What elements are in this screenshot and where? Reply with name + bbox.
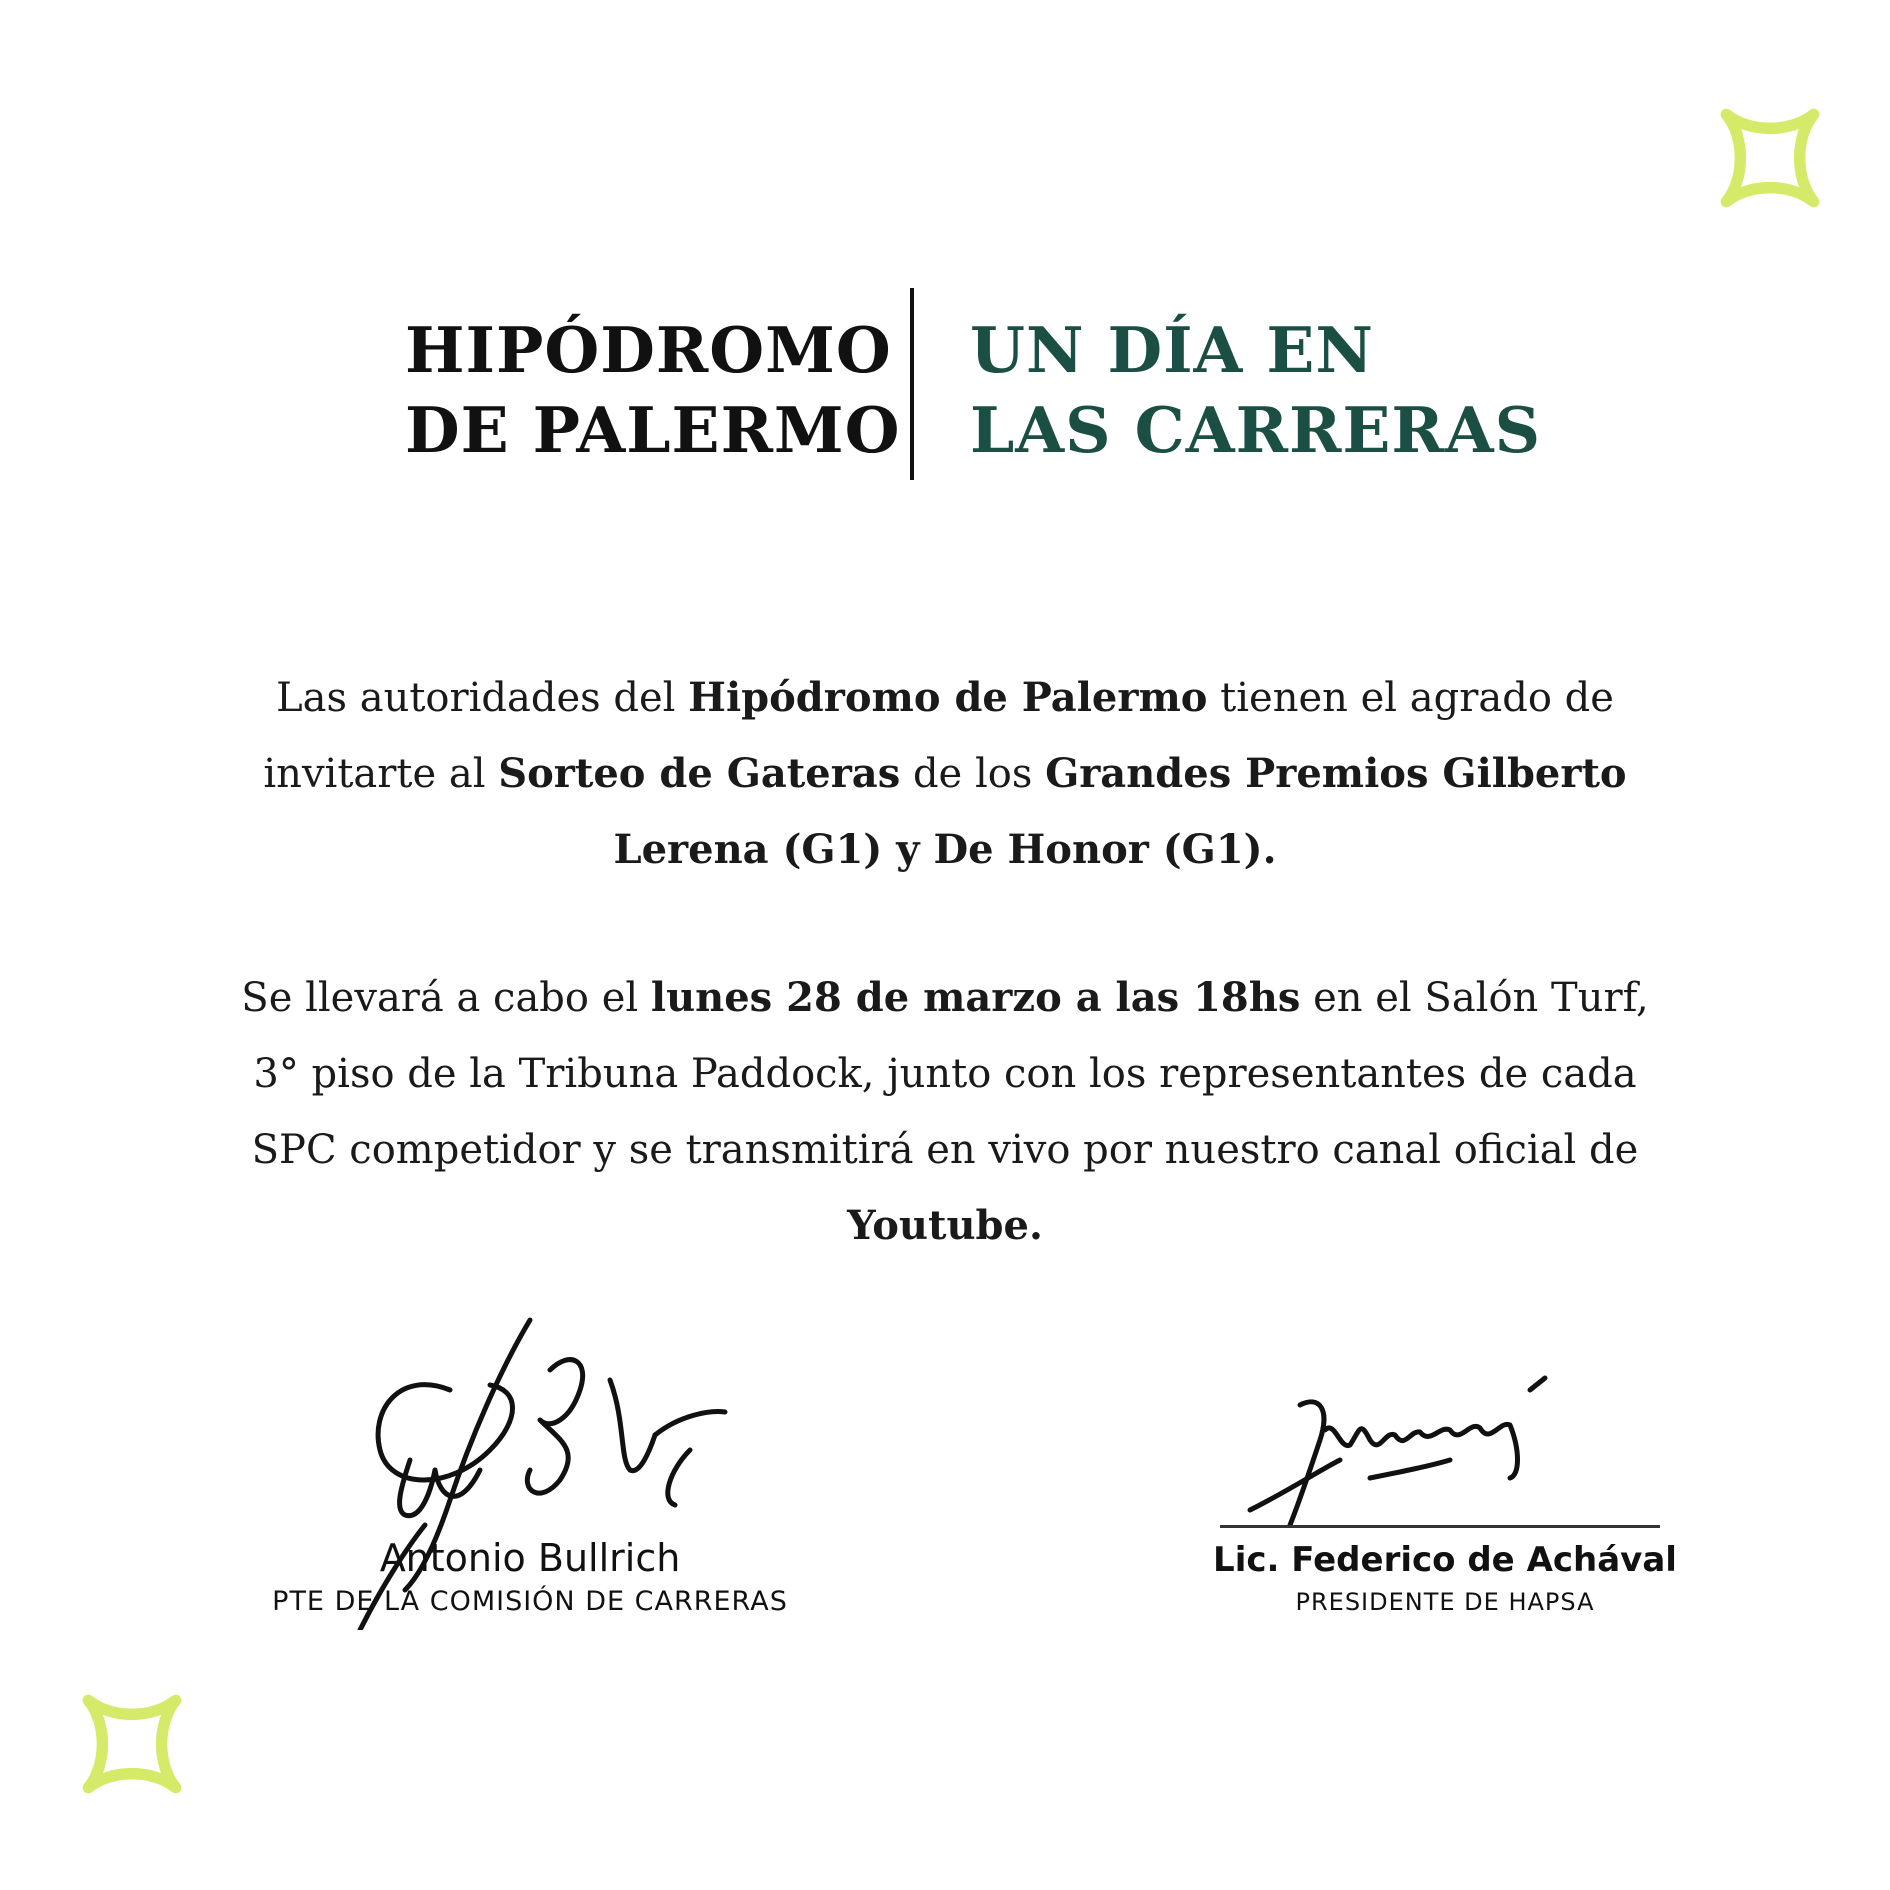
brand-right-line2: LAS CARRERAS	[970, 393, 1542, 467]
text: tienen el agrado de invitarte al	[263, 675, 1614, 797]
signature-block-right	[1210, 1360, 1680, 1630]
signature-line	[1220, 1525, 1660, 1528]
brand-left-line2: DE PALERMO	[405, 393, 901, 467]
brand-divider	[910, 288, 914, 480]
brand-header	[405, 288, 1542, 488]
text: de los	[900, 751, 1046, 797]
bold-text: Hipódromo de Palermo	[688, 674, 1208, 721]
invitation-paragraph	[230, 660, 1660, 888]
signature-left-scribble	[230, 1300, 830, 1630]
sparkle-star-icon	[1718, 106, 1822, 210]
bold-text: Youtube.	[847, 1202, 1043, 1249]
signatory-title-left: PTE DE LA COMISIÓN DE CARRERAS	[272, 1586, 788, 1617]
brand-left-line1: HIPÓDROMO	[405, 313, 892, 387]
signatory-name-right: Lic. Federico de Achával	[1213, 1540, 1677, 1580]
sparkle-star-icon	[80, 1692, 184, 1796]
signature-right-scribble	[1210, 1360, 1680, 1540]
event-details-paragraph	[230, 960, 1660, 1264]
brand-hipodromo	[405, 310, 901, 470]
bold-text: Grandes Premios Gilberto Lerena (G1) y De Honor (G1).	[613, 750, 1627, 873]
text: Las autoridades del	[276, 675, 689, 721]
brand-tagline	[970, 310, 1541, 470]
bold-text: lunes 28 de marzo a las 18hs	[650, 974, 1301, 1021]
text: en el Salón Turf, 3° piso de la Tribuna Paddock, junto con los representantes de cada SPC competidor y se transmitirá en vivo por nuestro canal oficial de	[251, 975, 1649, 1173]
signature-block-left	[230, 1300, 830, 1630]
signatory-name-left: Antonio Bullrich	[379, 1536, 681, 1580]
text: Se llevará a cabo el	[241, 975, 651, 1021]
brand-right-line1: UN DÍA EN	[970, 313, 1374, 387]
signatory-title-right: PRESIDENTE DE HAPSA	[1295, 1588, 1595, 1616]
bold-text: Sorteo de Gateras	[498, 750, 901, 797]
